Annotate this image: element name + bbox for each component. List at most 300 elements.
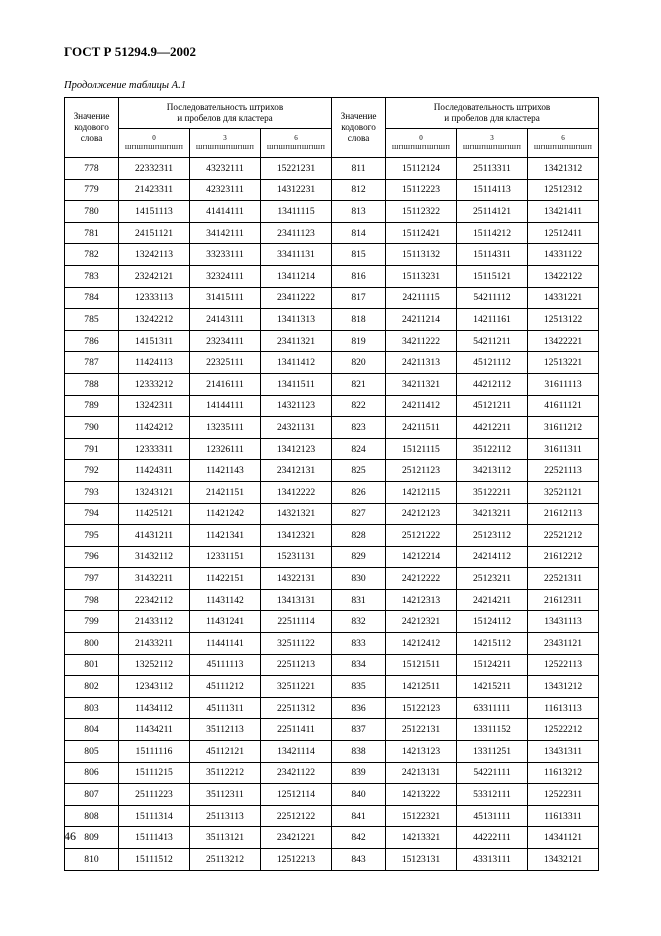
sequence-cell: 13412321 <box>261 525 332 547</box>
sequence-cell: 24211511 <box>386 417 457 439</box>
codeword-value-cell: 797 <box>65 568 119 590</box>
codeword-value-cell: 818 <box>332 309 386 331</box>
sequence-cell: 25123211 <box>457 568 528 590</box>
cluster-6-header: 6 ШПШПШПШПШП <box>528 129 599 158</box>
codeword-value-cell: 824 <box>332 438 386 460</box>
sequence-cell: 11421341 <box>190 525 261 547</box>
sequence-cell: 21416111 <box>190 373 261 395</box>
document-header: ГОСТ Р 51294.9—2002 <box>64 44 196 59</box>
codeword-value-cell: 836 <box>332 697 386 719</box>
codeword-value-cell: 822 <box>332 395 386 417</box>
sequence-cell: 31611311 <box>528 438 599 460</box>
sequence-cell: 45111311 <box>190 697 261 719</box>
codeword-value-cell: 786 <box>65 330 119 352</box>
table-row <box>65 762 599 784</box>
sequence-cell: 24321131 <box>261 417 332 439</box>
sequence-cell: 24143111 <box>190 309 261 331</box>
sequence-cell: 15112124 <box>386 158 457 180</box>
codeword-value-cell: 837 <box>332 719 386 741</box>
sequence-cell: 14211161 <box>457 309 528 331</box>
sequence-cell: 24211214 <box>386 309 457 331</box>
sequence-cell: 15124211 <box>457 654 528 676</box>
table-row <box>65 719 599 741</box>
cluster-3-header: 3 ШПШПШПШПШП <box>190 129 261 158</box>
sequence-cell: 35113121 <box>190 827 261 849</box>
sequence-cell: 13311152 <box>457 719 528 741</box>
table-row <box>65 525 599 547</box>
sequence-cell: 24213131 <box>386 762 457 784</box>
codeword-value-cell: 800 <box>65 633 119 655</box>
codeword-value-cell: 826 <box>332 481 386 503</box>
sequence-cell: 22511114 <box>261 611 332 633</box>
sequence-cell: 23431121 <box>528 633 599 655</box>
sequence-cell: 15123131 <box>386 849 457 871</box>
sequence-cell: 22521113 <box>528 460 599 482</box>
sequence-cell: 45111212 <box>190 676 261 698</box>
sequence-cell: 12331151 <box>190 546 261 568</box>
sequence-cell: 22521212 <box>528 525 599 547</box>
sequence-cell: 35112311 <box>190 784 261 806</box>
table-row <box>65 330 599 352</box>
table-row <box>65 654 599 676</box>
sequence-cell: 13412123 <box>261 438 332 460</box>
sequence-cell: 24212321 <box>386 611 457 633</box>
sequence-cell: 15122321 <box>386 805 457 827</box>
sequence-cell: 22332311 <box>119 158 190 180</box>
sequence-cell: 15121115 <box>386 438 457 460</box>
cluster-0-header: 0 ШПШПШПШПШП <box>119 129 190 158</box>
sequence-cell: 23421122 <box>261 762 332 784</box>
sequence-cell: 31415111 <box>190 287 261 309</box>
table-row <box>65 201 599 223</box>
sequence-cell: 14215112 <box>457 633 528 655</box>
codeword-value-cell: 839 <box>332 762 386 784</box>
codeword-value-cell: 798 <box>65 589 119 611</box>
table-row <box>65 784 599 806</box>
codeword-value-cell: 795 <box>65 525 119 547</box>
table-continuation-caption: Продолжение таблицы А.1 <box>64 80 186 91</box>
cluster-6-header: 6 ШПШПШПШПШП <box>261 129 332 158</box>
sequence-cell: 45112121 <box>190 741 261 763</box>
sequence-cell: 32521121 <box>528 481 599 503</box>
sequence-header-line2: и пробелов для кластера <box>444 113 540 123</box>
sequence-cell: 34211321 <box>386 373 457 395</box>
sequence-cell: 13421114 <box>261 741 332 763</box>
sequence-cell: 13411214 <box>261 265 332 287</box>
codeword-value-cell: 808 <box>65 805 119 827</box>
sequence-header-line1: Последовательность штрихов <box>166 102 284 112</box>
sequence-cell: 32511221 <box>261 676 332 698</box>
table-row <box>65 481 599 503</box>
sequence-cell: 11431241 <box>190 611 261 633</box>
sequence-cell: 14215211 <box>457 676 528 698</box>
codeword-value-cell: 788 <box>65 373 119 395</box>
codeword-value-cell: 790 <box>65 417 119 439</box>
sequence-cell: 11424113 <box>119 352 190 374</box>
sequence-cell: 25111223 <box>119 784 190 806</box>
table-row <box>65 373 599 395</box>
sequence-cell: 14212511 <box>386 676 457 698</box>
sequence-cell: 25121222 <box>386 525 457 547</box>
sequence-cell: 24212222 <box>386 568 457 590</box>
sequence-cell: 22511213 <box>261 654 332 676</box>
table-row <box>65 438 599 460</box>
sequence-cell: 45121211 <box>457 395 528 417</box>
sequence-cell: 14321321 <box>261 503 332 525</box>
codeword-value-cell: 820 <box>332 352 386 374</box>
table-row <box>65 395 599 417</box>
sequence-cell: 11613113 <box>528 697 599 719</box>
sequence-cell: 31432112 <box>119 546 190 568</box>
codeword-value-cell: 805 <box>65 741 119 763</box>
codeword-value-cell: 801 <box>65 654 119 676</box>
sequence-cell: 15111116 <box>119 741 190 763</box>
sequence-cell: 24211115 <box>386 287 457 309</box>
sequence-cell: 12513221 <box>528 352 599 374</box>
sequence-cell: 15114212 <box>457 222 528 244</box>
sequence-cell: 12522113 <box>528 654 599 676</box>
codeword-value-cell: 823 <box>332 417 386 439</box>
codeword-value-cell: 782 <box>65 244 119 266</box>
sequence-cell: 34213211 <box>457 503 528 525</box>
sequence-cell: 11434112 <box>119 697 190 719</box>
codeword-value-cell: 840 <box>332 784 386 806</box>
sequence-cell: 23412131 <box>261 460 332 482</box>
sequence-cell: 25113311 <box>457 158 528 180</box>
codeword-value-cell: 833 <box>332 633 386 655</box>
sequence-cell: 14213123 <box>386 741 457 763</box>
sequence-cell: 13243121 <box>119 481 190 503</box>
sequence-cell: 45111113 <box>190 654 261 676</box>
sequence-header-line2: и пробелов для кластера <box>177 113 273 123</box>
sequence-cell: 23411321 <box>261 330 332 352</box>
codeword-value-cell: 831 <box>332 589 386 611</box>
sequence-cell: 11421242 <box>190 503 261 525</box>
sequence-cell: 11422151 <box>190 568 261 590</box>
sequence-cell: 22342112 <box>119 589 190 611</box>
sequence-cell: 54211112 <box>457 287 528 309</box>
sequence-cell: 45131111 <box>457 805 528 827</box>
sequence-cell: 21612113 <box>528 503 599 525</box>
sequence-cell: 41414111 <box>190 201 261 223</box>
sequence-cell: 13411313 <box>261 309 332 331</box>
sequence-cell: 13421312 <box>528 158 599 180</box>
codeword-value-cell: 789 <box>65 395 119 417</box>
sequence-cell: 41611121 <box>528 395 599 417</box>
sequence-cell: 35122112 <box>457 438 528 460</box>
sequence-cell: 13242113 <box>119 244 190 266</box>
sequence-cell: 44222111 <box>457 827 528 849</box>
codeword-value-cell: 838 <box>332 741 386 763</box>
sequence-cell: 14321123 <box>261 395 332 417</box>
sequence-cell: 12512411 <box>528 222 599 244</box>
sequence-cell: 14341121 <box>528 827 599 849</box>
sequence-cell: 15124112 <box>457 611 528 633</box>
table-row <box>65 460 599 482</box>
sequence-cell: 14213321 <box>386 827 457 849</box>
sequence-cell: 21612311 <box>528 589 599 611</box>
codeword-value-cell: 807 <box>65 784 119 806</box>
sequence-cell: 44212112 <box>457 373 528 395</box>
table-row <box>65 309 599 331</box>
codeword-value-header-right: Значение кодового слова <box>332 98 386 158</box>
codeword-value-cell: 815 <box>332 244 386 266</box>
sequence-cell: 15112223 <box>386 179 457 201</box>
codeword-value-cell: 810 <box>65 849 119 871</box>
codeword-value-cell: 778 <box>65 158 119 180</box>
sequence-cell: 21433112 <box>119 611 190 633</box>
codeword-value-cell: 814 <box>332 222 386 244</box>
sequence-cell: 13412222 <box>261 481 332 503</box>
sequence-cell: 12522212 <box>528 719 599 741</box>
sequence-cell: 22521311 <box>528 568 599 590</box>
sequence-cell: 44212211 <box>457 417 528 439</box>
sequence-cell: 12512312 <box>528 179 599 201</box>
table-row <box>65 849 599 871</box>
sequence-cell: 15114113 <box>457 179 528 201</box>
sequence-cell: 14322131 <box>261 568 332 590</box>
codeword-value-cell: 841 <box>332 805 386 827</box>
sequence-cell: 13422221 <box>528 330 599 352</box>
table-row <box>65 676 599 698</box>
sequence-cell: 13432121 <box>528 849 599 871</box>
table-row <box>65 287 599 309</box>
sequence-cell: 32324111 <box>190 265 261 287</box>
sequence-cell: 24211412 <box>386 395 457 417</box>
codeword-value-cell: 829 <box>332 546 386 568</box>
sequence-cell: 41431211 <box>119 525 190 547</box>
sequence-cell: 12512213 <box>261 849 332 871</box>
codeword-value-cell: 828 <box>332 525 386 547</box>
table-row <box>65 633 599 655</box>
sequence-cell: 11613311 <box>528 805 599 827</box>
sequence-cell: 22325111 <box>190 352 261 374</box>
sequence-cell: 12333212 <box>119 373 190 395</box>
codeword-value-cell: 806 <box>65 762 119 784</box>
sequence-cell: 15122123 <box>386 697 457 719</box>
table-row <box>65 179 599 201</box>
sequence-cell: 13252112 <box>119 654 190 676</box>
codeword-value-cell: 781 <box>65 222 119 244</box>
codeword-value-cell: 819 <box>332 330 386 352</box>
codeword-value-cell: 825 <box>332 460 386 482</box>
codeword-value-cell: 787 <box>65 352 119 374</box>
codeword-value-header-left: Значение кодового слова <box>65 98 119 158</box>
codeword-value-cell: 779 <box>65 179 119 201</box>
sequence-cell: 13431113 <box>528 611 599 633</box>
sequence-header-left <box>119 98 332 129</box>
sequence-cell: 13431311 <box>528 741 599 763</box>
table-row <box>65 158 599 180</box>
codeword-value-cell: 804 <box>65 719 119 741</box>
sequence-cell: 25114121 <box>457 201 528 223</box>
sequence-cell: 43232111 <box>190 158 261 180</box>
sequence-cell: 43313111 <box>457 849 528 871</box>
sequence-cell: 33411131 <box>261 244 332 266</box>
sequence-cell: 15113132 <box>386 244 457 266</box>
sequence-cell: 14213222 <box>386 784 457 806</box>
sequence-cell: 13422122 <box>528 265 599 287</box>
codeword-value-cell: 843 <box>332 849 386 871</box>
sequence-cell: 12522311 <box>528 784 599 806</box>
sequence-cell: 14212115 <box>386 481 457 503</box>
sequence-cell: 24211313 <box>386 352 457 374</box>
sequence-cell: 14212313 <box>386 589 457 611</box>
codeword-value-cell: 780 <box>65 201 119 223</box>
sequence-cell: 54221111 <box>457 762 528 784</box>
table-row <box>65 611 599 633</box>
sequence-cell: 63311111 <box>457 697 528 719</box>
sequence-cell: 15114311 <box>457 244 528 266</box>
sequence-cell: 32511122 <box>261 633 332 655</box>
codeword-value-cell: 811 <box>332 158 386 180</box>
sequence-cell: 15111413 <box>119 827 190 849</box>
codeword-value-cell: 832 <box>332 611 386 633</box>
sequence-cell: 15121511 <box>386 654 457 676</box>
sequence-cell: 15112322 <box>386 201 457 223</box>
sequence-cell: 35122211 <box>457 481 528 503</box>
sequence-cell: 11424311 <box>119 460 190 482</box>
sequence-cell: 42323111 <box>190 179 261 201</box>
sequence-cell: 13242311 <box>119 395 190 417</box>
codeword-value-cell: 816 <box>332 265 386 287</box>
sequence-cell: 34211222 <box>386 330 457 352</box>
table-body <box>65 158 599 871</box>
codeword-value-cell: 784 <box>65 287 119 309</box>
sequence-cell: 15115121 <box>457 265 528 287</box>
sequence-cell: 25123112 <box>457 525 528 547</box>
sequence-cell: 21433211 <box>119 633 190 655</box>
codeword-value-cell: 783 <box>65 265 119 287</box>
sequence-cell: 21423311 <box>119 179 190 201</box>
sequence-cell: 15231131 <box>261 546 332 568</box>
sequence-cell: 14331122 <box>528 244 599 266</box>
sequence-cell: 21612212 <box>528 546 599 568</box>
codeword-value-cell: 785 <box>65 309 119 331</box>
sequence-cell: 24214211 <box>457 589 528 611</box>
table-row <box>65 265 599 287</box>
cluster-3-header: 3 ШПШПШПШПШП <box>457 129 528 158</box>
codeword-value-cell: 792 <box>65 460 119 482</box>
sequence-cell: 11434211 <box>119 719 190 741</box>
sequence-cell: 23411123 <box>261 222 332 244</box>
table-row <box>65 244 599 266</box>
sequence-cell: 12513122 <box>528 309 599 331</box>
codeword-value-cell: 791 <box>65 438 119 460</box>
sequence-cell: 21421151 <box>190 481 261 503</box>
sequence-cell: 24212123 <box>386 503 457 525</box>
sequence-cell: 12343112 <box>119 676 190 698</box>
sequence-cell: 45121112 <box>457 352 528 374</box>
sequence-cell: 12512114 <box>261 784 332 806</box>
table-row <box>65 697 599 719</box>
sequence-cell: 23411222 <box>261 287 332 309</box>
sequence-cell: 22511312 <box>261 697 332 719</box>
sequence-cell: 11431142 <box>190 589 261 611</box>
table-row <box>65 568 599 590</box>
codeword-value-cell: 835 <box>332 676 386 698</box>
sequence-cell: 11421143 <box>190 460 261 482</box>
codeword-value-cell: 796 <box>65 546 119 568</box>
sequence-cell: 13235111 <box>190 417 261 439</box>
sequence-cell: 12326111 <box>190 438 261 460</box>
sequence-cell: 13411412 <box>261 352 332 374</box>
sequence-cell: 14151113 <box>119 201 190 223</box>
table-row <box>65 417 599 439</box>
codeword-value-cell: 827 <box>332 503 386 525</box>
sequence-cell: 15113231 <box>386 265 457 287</box>
codeword-value-cell: 842 <box>332 827 386 849</box>
sequence-cell: 13311251 <box>457 741 528 763</box>
sequence-cell: 11424212 <box>119 417 190 439</box>
sequence-cell: 14151311 <box>119 330 190 352</box>
sequence-cell: 35112113 <box>190 719 261 741</box>
sequence-cell: 11425121 <box>119 503 190 525</box>
sequence-cell: 25113113 <box>190 805 261 827</box>
codeword-value-cell: 830 <box>332 568 386 590</box>
codeword-value-cell: 812 <box>332 179 386 201</box>
sequence-cell: 22512122 <box>261 805 332 827</box>
codeword-value-cell: 802 <box>65 676 119 698</box>
sequence-cell: 15112421 <box>386 222 457 244</box>
sequence-cell: 54211211 <box>457 330 528 352</box>
sequence-header-right <box>386 98 599 129</box>
sequence-cell: 34142111 <box>190 222 261 244</box>
table-row <box>65 827 599 849</box>
table-row <box>65 222 599 244</box>
sequence-cell: 14212412 <box>386 633 457 655</box>
sequence-cell: 23234111 <box>190 330 261 352</box>
sequence-cell: 23421221 <box>261 827 332 849</box>
codeword-value-cell: 821 <box>332 373 386 395</box>
sequence-cell: 15221231 <box>261 158 332 180</box>
sequence-cell: 13411115 <box>261 201 332 223</box>
sequence-cell: 13411511 <box>261 373 332 395</box>
sequence-header-line1: Последовательность штрихов <box>433 102 551 112</box>
table-row <box>65 352 599 374</box>
sequence-cell: 25122131 <box>386 719 457 741</box>
cluster-0-header: 0 ШПШПШПШПШП <box>386 129 457 158</box>
codeword-value-cell: 793 <box>65 481 119 503</box>
sequence-cell: 13421411 <box>528 201 599 223</box>
sequence-cell: 13242212 <box>119 309 190 331</box>
sequence-cell: 15111314 <box>119 805 190 827</box>
codeword-table <box>64 97 599 871</box>
sequence-cell: 25121123 <box>386 460 457 482</box>
sequence-cell: 25113212 <box>190 849 261 871</box>
sequence-cell: 33233111 <box>190 244 261 266</box>
codeword-value-cell: 794 <box>65 503 119 525</box>
codeword-value-cell: 834 <box>332 654 386 676</box>
sequence-cell: 53312111 <box>457 784 528 806</box>
codeword-value-cell: 813 <box>332 201 386 223</box>
table-row <box>65 805 599 827</box>
sequence-cell: 14144111 <box>190 395 261 417</box>
sequence-cell: 14331221 <box>528 287 599 309</box>
sequence-cell: 31611212 <box>528 417 599 439</box>
table-row <box>65 741 599 763</box>
sequence-cell: 13431212 <box>528 676 599 698</box>
sequence-cell: 22511411 <box>261 719 332 741</box>
codeword-value-cell: 809 <box>65 827 119 849</box>
sequence-cell: 31611113 <box>528 373 599 395</box>
table-row <box>65 503 599 525</box>
sequence-cell: 14312231 <box>261 179 332 201</box>
sequence-cell: 12333311 <box>119 438 190 460</box>
sequence-cell: 24151121 <box>119 222 190 244</box>
page-number: 46 <box>64 829 76 843</box>
sequence-cell: 11613212 <box>528 762 599 784</box>
